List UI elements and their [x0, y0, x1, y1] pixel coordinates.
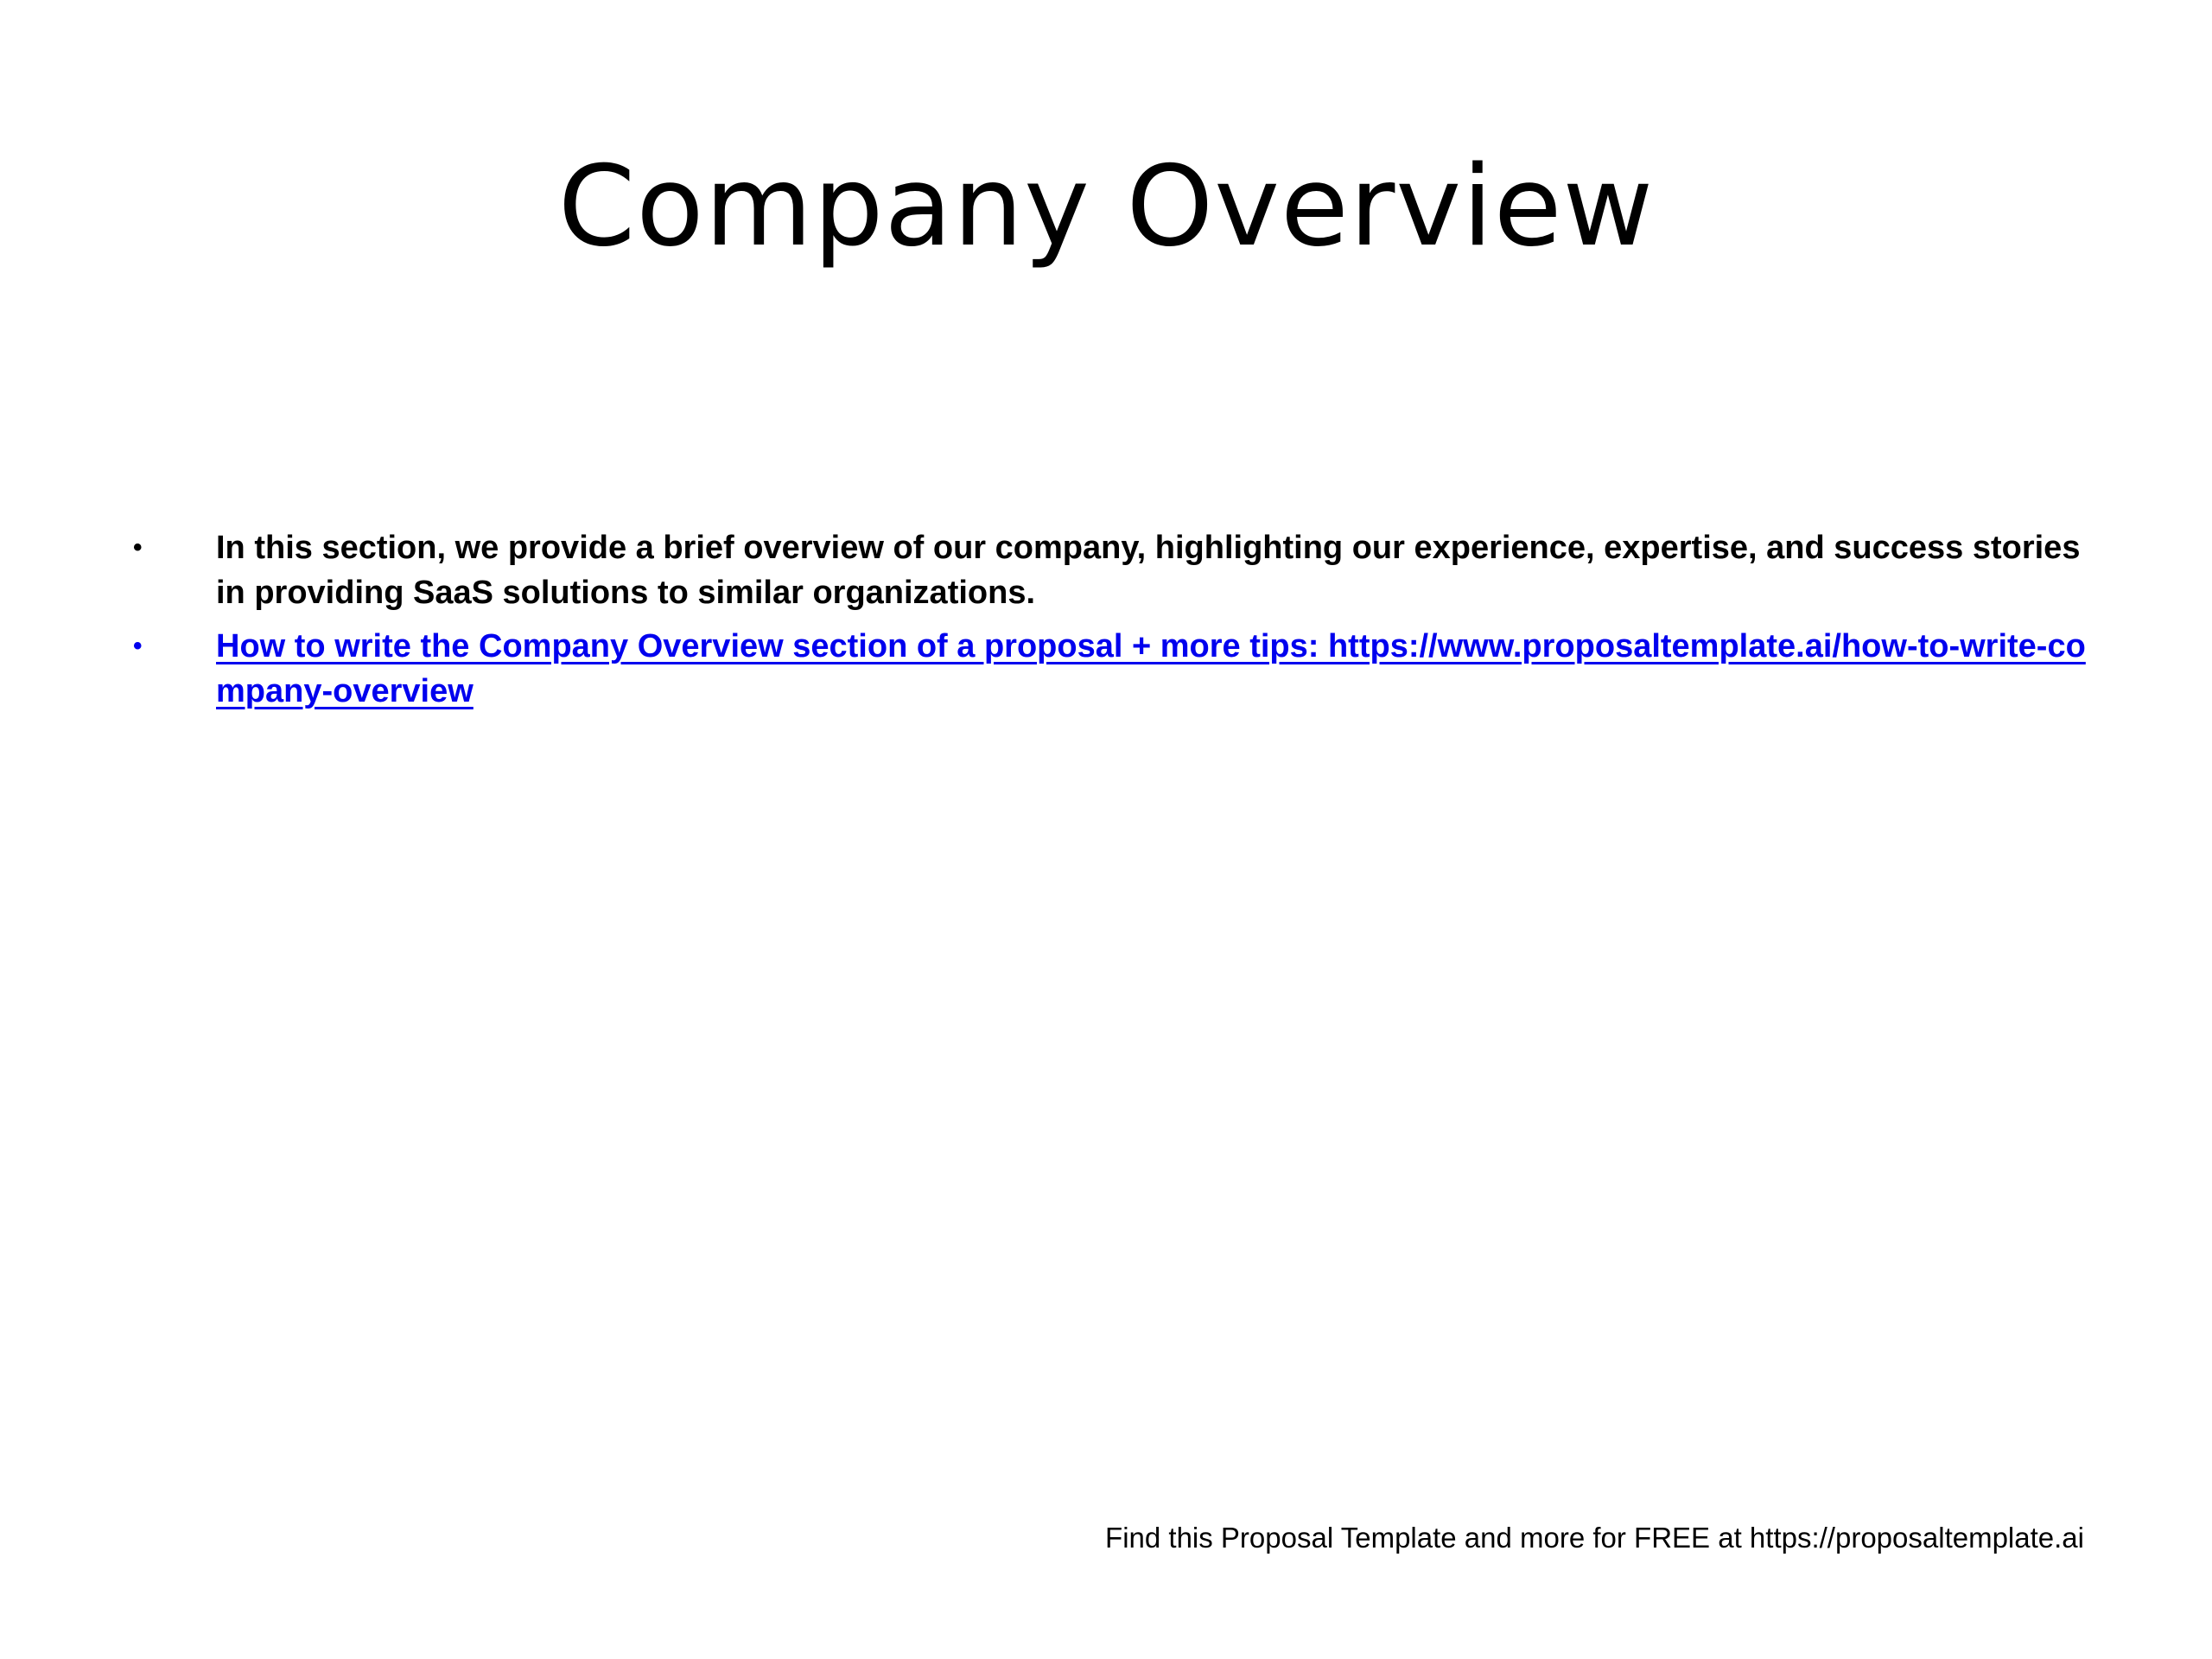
bullet-item-link	[130, 624, 2091, 714]
overview-description: In this section, we provide a brief overview of our company, highlighting our experience, expertise, and success stories in providing SaaS solutions to similar organizations.	[216, 530, 2081, 611]
slide-title: Company Overview	[557, 143, 1655, 271]
bullet-dot-icon: •	[133, 632, 143, 660]
bullet-list	[130, 525, 2091, 722]
bullet-item-overview	[130, 525, 2091, 615]
bullet-dot-icon: •	[133, 533, 143, 562]
how-to-write-link[interactable]: How to write the Company Overview section of a proposal + more tips: https://www.proposaltemplate.ai/how-to-write-company-overview	[216, 628, 2086, 709]
footer-note: Find this Proposal Template and more for FREE at https://proposaltemplate.ai	[1105, 1522, 2084, 1554]
